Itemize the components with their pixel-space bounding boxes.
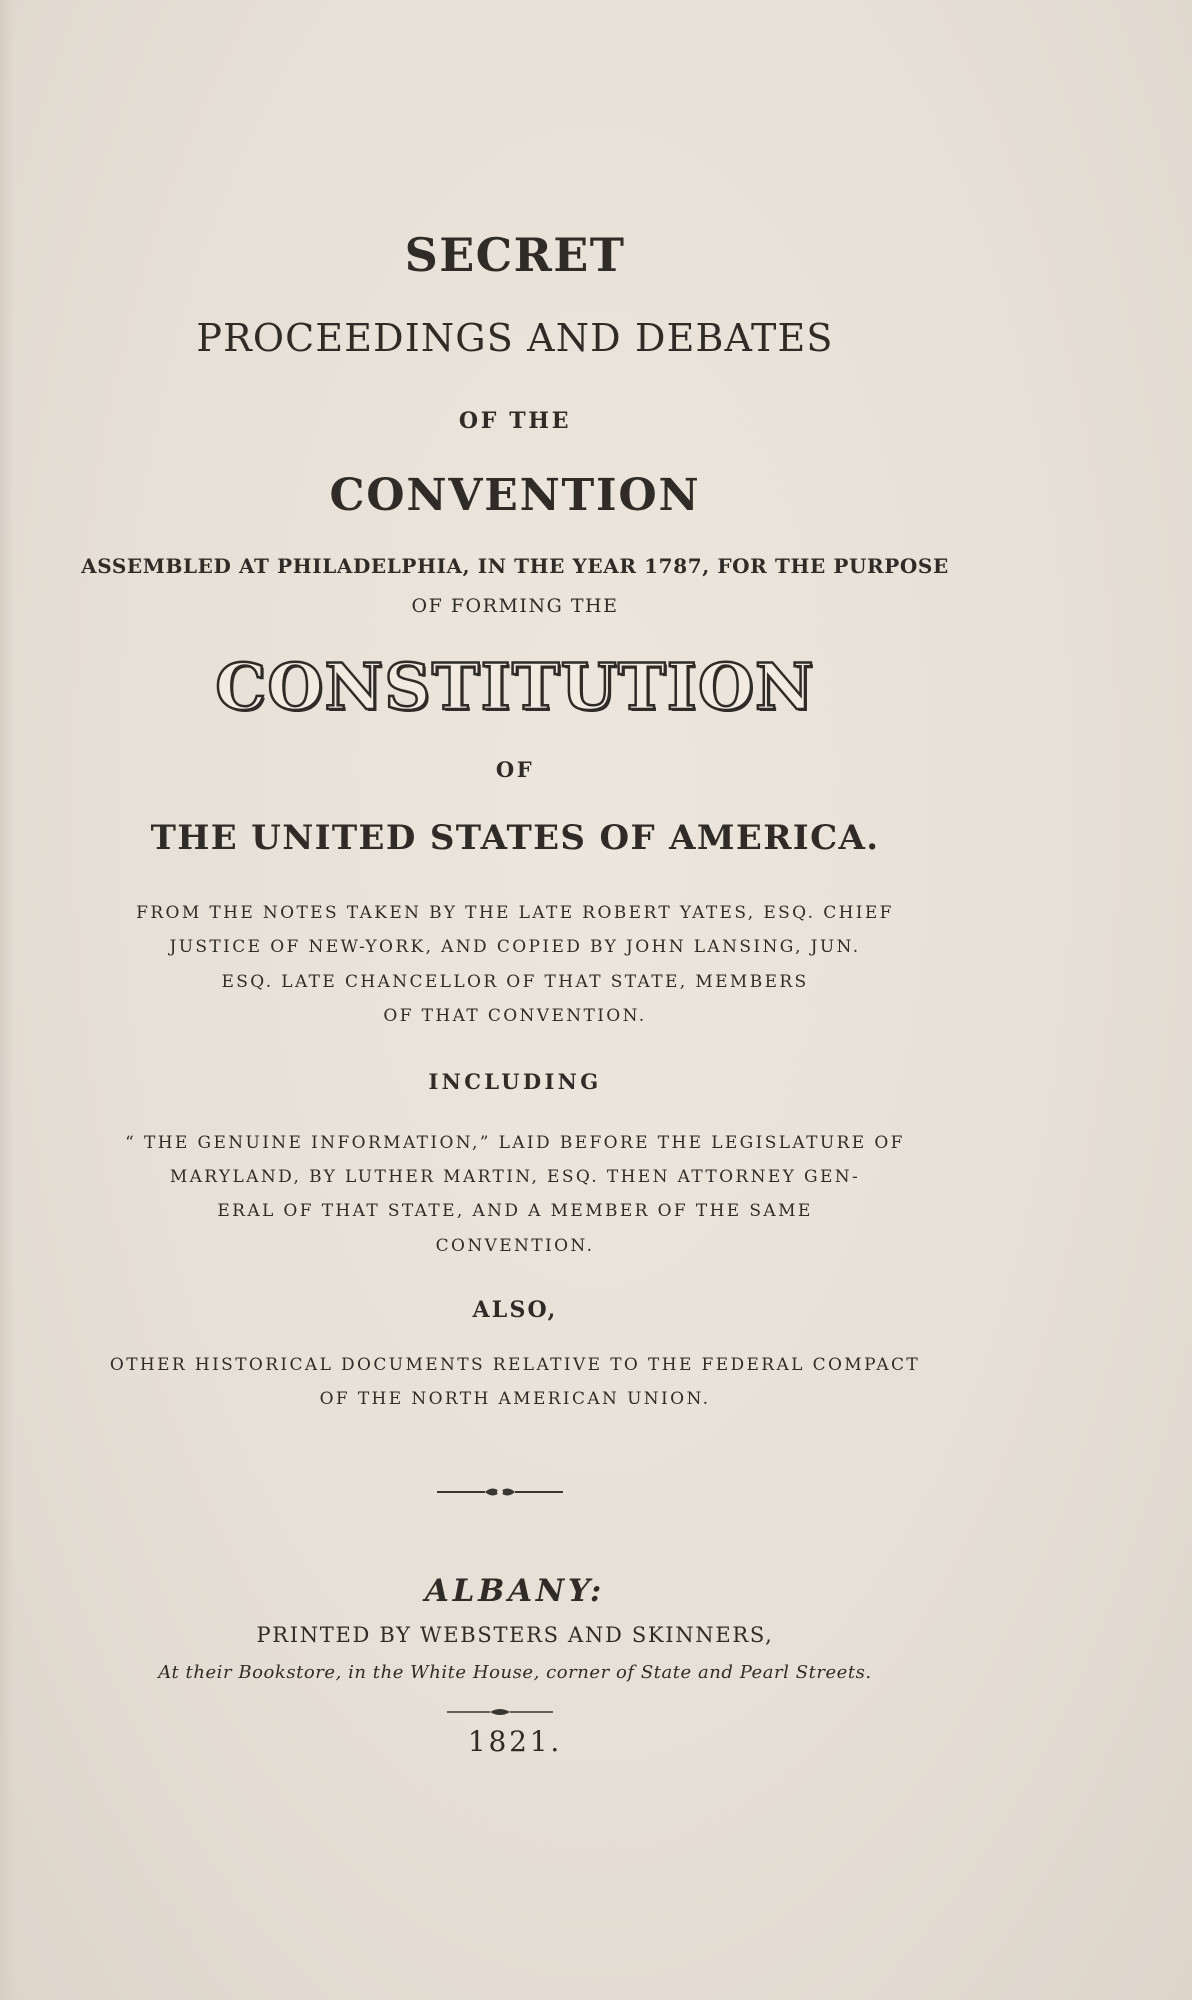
genuine-information-line: “ THE GENUINE INFORMATION,” LAID BEFORE THE LEGISLATURE OF bbox=[125, 1133, 905, 1153]
notes-line: JUSTICE OF NEW-YORK, AND COPIED BY JOHN LANSING, JUN. bbox=[169, 937, 861, 957]
heading-including: INCLUDING bbox=[428, 1069, 602, 1094]
title-proceedings: PROCEEDINGS AND DEBATES bbox=[196, 316, 834, 360]
title-secret: SECRET bbox=[404, 228, 626, 282]
title-united-states: THE UNITED STATES OF AMERICA. bbox=[150, 818, 880, 858]
genuine-information-line: MARYLAND, BY LUTHER MARTIN, ESQ. THEN ATTORNEY GEN- bbox=[169, 1167, 861, 1187]
notes-line: ESQ. LATE CHANCELLOR OF THAT STATE, MEMBERS bbox=[221, 972, 809, 992]
genuine-information-line: CONVENTION. bbox=[435, 1236, 595, 1256]
page-edge-shadow bbox=[0, 0, 14, 2000]
genuine-information-line: ERAL OF THAT STATE, AND A MEMBER OF THE SAME bbox=[217, 1201, 813, 1221]
title-of: OF bbox=[495, 757, 535, 782]
notes-line: FROM THE NOTES TAKEN BY THE LATE ROBERT YATES, ESQ. CHIEF bbox=[136, 903, 894, 923]
imprint-address: At their Bookstore, in the White House, corner of State and Pearl Streets. bbox=[158, 1662, 872, 1683]
title-constitution: CONSTITUTION bbox=[215, 650, 815, 725]
imprint-printer: PRINTED BY WEBSTERS AND SKINNERS, bbox=[256, 1623, 774, 1647]
other-documents-line: OF THE NORTH AMERICAN UNION. bbox=[319, 1389, 711, 1409]
title-of-the: OF THE bbox=[458, 408, 572, 434]
notes-line: OF THAT CONVENTION. bbox=[383, 1006, 647, 1026]
imprint-city: ALBANY: bbox=[424, 1573, 606, 1609]
title-convention: CONVENTION bbox=[329, 470, 701, 521]
printers-ornament-icon bbox=[435, 1482, 565, 1502]
subtitle-forming: OF FORMING THE bbox=[411, 595, 619, 617]
small-ornament-icon bbox=[445, 1704, 555, 1720]
heading-also: ALSO, bbox=[472, 1297, 558, 1323]
imprint-year: 1821. bbox=[467, 1725, 563, 1758]
subtitle-assembled: ASSEMBLED AT PHILADELPHIA, IN THE YEAR 1787, FOR THE PURPOSE bbox=[81, 554, 949, 578]
other-documents-line: OTHER HISTORICAL DOCUMENTS RELATIVE TO THE FEDERAL COMPACT bbox=[109, 1355, 921, 1375]
